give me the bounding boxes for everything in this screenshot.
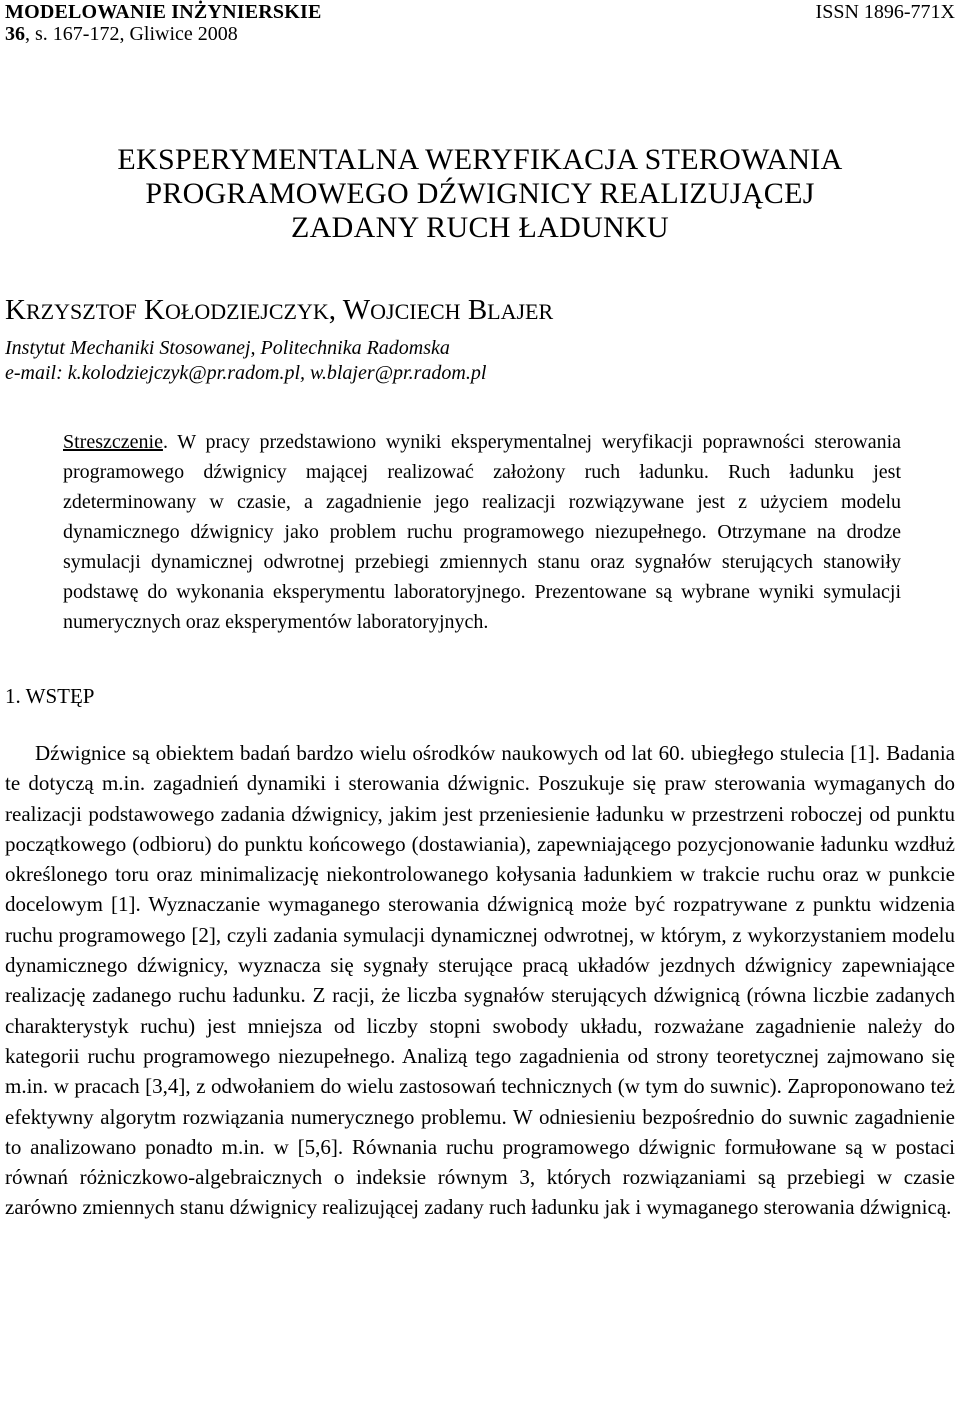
authors: KRZYSZTOF KOŁODZIEJCZYK, WOJCIECH BLAJER: [5, 294, 554, 326]
abstract-label: Streszczenie: [63, 431, 163, 453]
title-line: PROGRAMOWEGO DŹWIGNICY REALIZUJĄCEJ: [145, 177, 815, 210]
paper-title: [5, 143, 955, 245]
title-line: EKSPERYMENTALNA WERYFIKACJA STEROWANIA: [117, 143, 843, 176]
author-emails: e-mail: k.kolodziejczyk@pr.radom.pl, w.blajer@pr.radom.pl: [5, 362, 487, 384]
section-heading: 1. WSTĘP: [5, 684, 95, 708]
running-header: [5, 0, 955, 48]
issn: ISSN 1896-771X: [815, 1, 955, 23]
journal-pages: , s. 167-172, Gliwice 2008: [25, 23, 238, 45]
journal-issue: [5, 23, 238, 46]
affiliation: Instytut Mechaniki Stosowanej, Politechnika Radomska: [5, 337, 450, 359]
paper-page: [5, 0, 955, 1223]
abstract-text: . W pracy przedstawiono wyniki eksperymentalnej weryfikacji poprawności sterowania programowego dźwignicy mającej realizować założony ruch ładunku. Ruch ładunku jest zdeterminowany w czasie, a zagadnienie jego realizacji rozwiązywane jest z użyciem modelu dynamicznego dźwignicy jako problem ruchu programowego niezupełnego. Otrzymane na drodze symulacji dynamicznej odwrotnej przebiegi zmiennych stanu oraz sygnałów sterujących stanowiły podstawę do wykonania eksperymentu laboratoryjnego. Prezentowane są wybrane wyniki symulacji numerycznych oraz eksperymentów laboratoryjnych.: [63, 431, 901, 633]
journal-name: MODELOWANIE INŻYNIERSKIE: [5, 1, 322, 23]
journal-volume: 36: [5, 23, 25, 45]
abstract: [63, 427, 901, 637]
title-line: ZADANY RUCH ŁADUNKU: [291, 211, 669, 244]
section-body: Dźwignice są obiektem badań bardzo wielu ośrodków naukowych od lat 60. ubiegłego stulecia [1]. Badania te dotyczą m.in. zagadnień dynamiki i sterowania dźwignic. Poszukuje się praw sterowania wymaganych do realizacji podstawowego zadania dźwignicy, jakim jest przeniesienie ładunku w przestrzeni roboczej od punktu początkowego (odbioru) do punktu końcowego (dostawiania), zapewniającego pozycjonowanie ładunku wzdłuż określonego toru oraz minimalizację niekontrolowanego kołysania ładunkiem w trakcie ruchu oraz w punkcie docelowym [1]. Wyznaczanie wymaganego sterowania dźwignicą może być rozpatrywane z punktu widzenia ruchu programowego [2], czyli zadania symulacji dynamicznej odwrotnej, w którym, z wykorzystaniem modelu dynamicznego dźwignicy, wyznacza się sygnały sterujące pracą układów jezdnych dźwignicy zapewniające realizację zadanego ruchu ładunku. Z racji, że liczba sygnałów sterujących dźwignicą (równa liczbie zadanych charakterystyk ruchu) jest mniejsza od liczby stopni swobody układu, rozważane zagadnienie należy do kategorii ruchu programowego niezupełnego. Analizą tego zagadnienia od strony teoretycznej zajmowano się m.in. w pracach [3,4], z odwołaniem do wielu zastosowań technicznych (w tym do suwnic). Zaproponowano też efektywny algorytm rozwiązania numerycznego problemu. W odniesieniu bezpośrednio do suwnic zagadnienie to analizowano ponadto m.in. w [5,6]. Równania ruchu programowego dźwignic formułowane są w postaci równań różniczkowo-algebraicznych o indeksie równym 3, których rozwiązaniami są przebiegi w czasie zarówno zmiennych stanu dźwignicy realizującej zadany ruch ładunku jak i wymaganego sterowania dźwignicą.: [5, 741, 955, 1220]
